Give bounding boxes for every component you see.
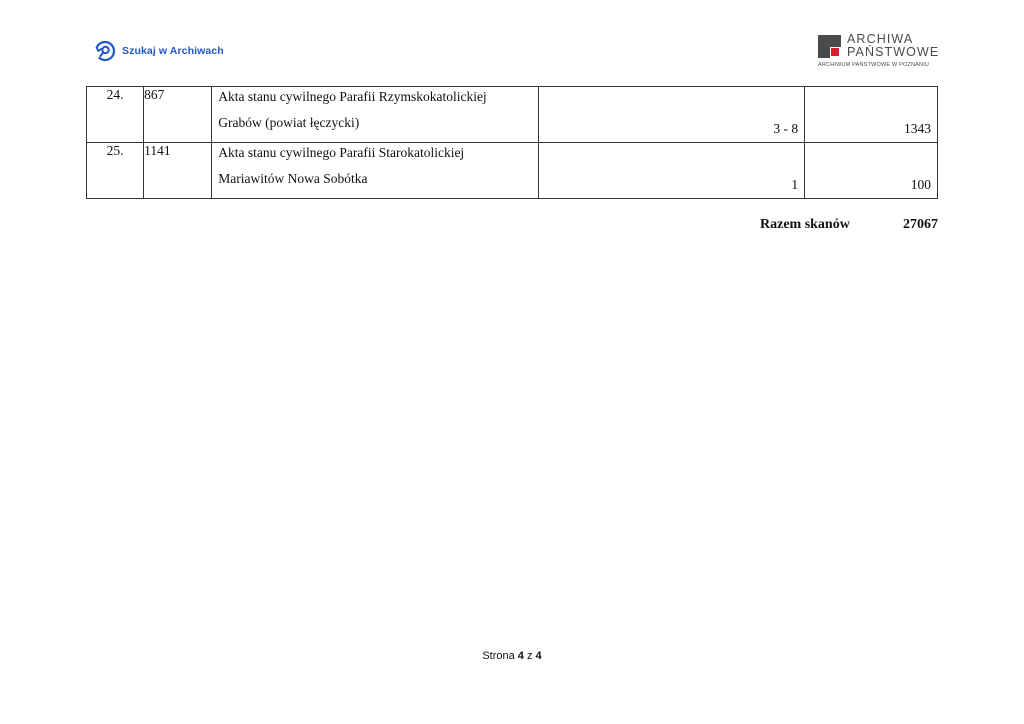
szukaj-w-archiwach-logo: [94, 40, 224, 62]
logo-line-1: ARCHIWA: [847, 32, 914, 46]
logo-text: Szukaj w Archiwach: [122, 45, 224, 57]
row-number: 24.: [87, 87, 144, 143]
page-number: [0, 650, 1024, 662]
row-title-line-2: Mariawitów Nowa Sobótka: [218, 171, 368, 186]
row-number: 25.: [87, 143, 144, 199]
page-current: 4: [517, 650, 524, 662]
row-signature: 1141: [144, 143, 212, 199]
row-title: [212, 87, 538, 143]
total-scans: [760, 217, 938, 233]
page-separator: z: [526, 650, 533, 662]
row-title-line-1: Akta stanu cywilnego Parafii Starokatolickiej: [218, 145, 465, 160]
logo-subtitle: ARCHIWUM PAŃSTWOWE W POZNANIU: [818, 62, 930, 68]
row-scans: 100: [805, 143, 938, 199]
search-archives-logo-icon: [94, 40, 116, 62]
total-label: Razem skanów: [760, 217, 850, 232]
table-row: [87, 87, 938, 143]
row-title: [212, 143, 538, 199]
row-scans: 1343: [805, 87, 938, 143]
archiwa-panstwowe-logo: [818, 33, 939, 68]
row-years: 3 - 8: [538, 87, 804, 143]
row-years: 1: [538, 143, 804, 199]
archiwa-logo-icon: [818, 35, 841, 58]
row-title-line-2: Grabów (powiat łęczycki): [218, 115, 360, 130]
row-title-line-1: Akta stanu cywilnego Parafii Rzymskokatolickiej: [218, 89, 487, 104]
row-signature: 867: [144, 87, 212, 143]
page-prefix: Strona: [482, 650, 515, 662]
logo-line-2: PAŃSTWOWE: [847, 45, 940, 59]
table-row: [87, 143, 938, 199]
total-value: 27067: [903, 217, 938, 232]
records-table: [86, 86, 938, 199]
page-total: 4: [535, 650, 542, 662]
